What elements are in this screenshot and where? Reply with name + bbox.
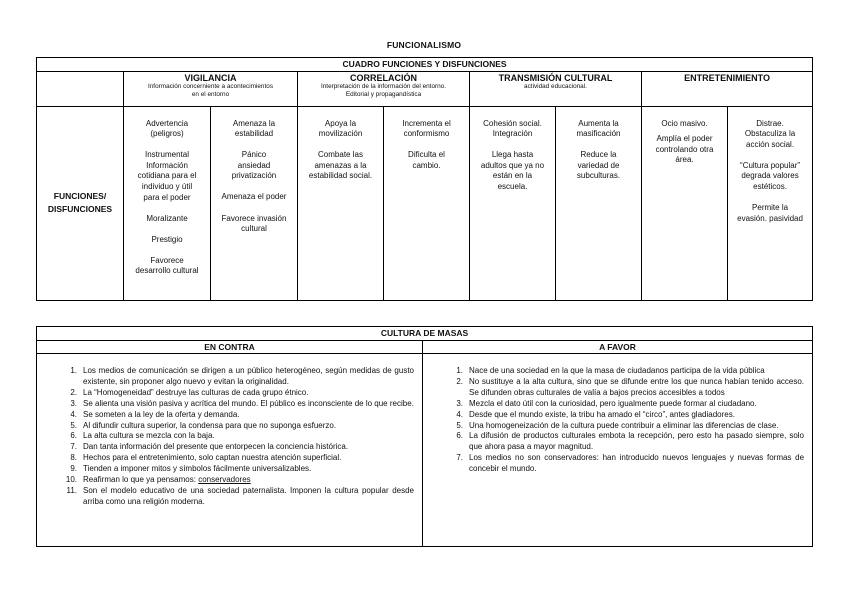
cell-line: subculturas. <box>576 171 621 181</box>
cell-line: adultos que ya no <box>480 160 545 170</box>
list-text: Dan tanta información del presente que entorpecen la conciencia histórica. <box>83 442 349 452</box>
list-item <box>37 475 414 486</box>
cell-line: Cohesión social. <box>483 118 542 128</box>
list-text: Tienden a imponer mitos y símbolos fácilmente universalizables. <box>83 464 312 474</box>
cell-line: escuela. <box>497 181 528 191</box>
cell-line: Apoya la <box>324 118 357 128</box>
cell-line: Pánico <box>241 150 267 160</box>
cell-line: Incrementa el <box>402 118 451 128</box>
cell-vigilancia-funcion <box>124 106 211 300</box>
list-text: La “Homogeneidad” destruye las culturas de cada grupo étnico. <box>83 387 309 397</box>
list-text: Se alienta una visión pasiva y acrítica del mundo. El público es inconsciente de lo que recibe. <box>83 398 414 408</box>
line-gap <box>213 140 295 151</box>
cell-line: estéticos. <box>753 181 787 191</box>
line-gap <box>730 150 810 161</box>
cell-line: evasión. pasividad <box>737 213 803 223</box>
list-item <box>37 486 414 508</box>
a-favor-list <box>423 366 804 475</box>
list-item <box>37 421 414 432</box>
cell-line: masificación <box>576 129 621 139</box>
cell-line: cambio. <box>412 160 441 170</box>
list-number: 3. <box>70 398 77 408</box>
list-text: Los medios de comunicación se dirigen a un público heterogéneo, según medidas de gusto existente, sin proponer algo nuevo y evitan la originalidad. <box>83 366 414 386</box>
category-entretenimiento <box>642 71 813 106</box>
list-number: 6. <box>456 431 463 441</box>
line-gap <box>472 140 553 151</box>
row-label-funciones <box>37 106 124 300</box>
cell-line: (peligros) <box>150 129 184 139</box>
list-number: 7. <box>70 442 77 452</box>
en-contra-header: EN CONTRA <box>37 340 423 354</box>
cell-line: cotidiana para el <box>137 171 197 181</box>
category-name: ENTRETENIMIENTO <box>684 72 770 83</box>
cell-line: Amenaza el poder <box>221 192 287 202</box>
mass-culture-title: CULTURA DE MASAS <box>37 327 813 341</box>
en-contra-list <box>37 366 414 508</box>
cell-line: desarrollo cultural <box>135 266 199 276</box>
line-gap <box>213 182 295 193</box>
line-gap <box>126 224 208 235</box>
cell-line: controlando otra <box>655 144 714 154</box>
list-item <box>37 464 414 475</box>
list-item <box>423 431 804 453</box>
list-item <box>423 399 804 410</box>
list-text: Hechos para el entretenimiento, solo captan nuestra atención superficial. <box>83 453 342 463</box>
cell-line: Llega hasta <box>491 150 534 160</box>
cell-correlacion-funcion <box>298 106 384 300</box>
list-item <box>37 453 414 464</box>
list-number: 5. <box>456 420 463 430</box>
list-item <box>37 442 414 453</box>
cell-line: degrada valores <box>741 171 799 181</box>
cell-line: “Cultura popular” <box>740 160 801 170</box>
category-desc: Información concerniente a acontecimientos <box>147 82 274 90</box>
category-correlacion <box>298 71 470 106</box>
category-desc: Interpretación de la información del entorno. <box>320 82 447 90</box>
list-text: Los medios no son conservadores: han introducido nuevos lenguajes y nuevas formas de concebir el mundo. <box>469 453 805 474</box>
list-text: La alta cultura se mezcla con la baja. <box>83 431 215 441</box>
cell-line: están en la <box>492 171 533 181</box>
list-number: 1. <box>70 366 77 375</box>
list-number: 2. <box>456 376 463 386</box>
list-text: Reafirman lo que ya pensamos: <box>83 475 196 485</box>
list-item <box>37 366 414 388</box>
line-gap <box>730 193 810 204</box>
category-desc: Editorial y propagandística <box>345 90 422 98</box>
cell-transmision-funcion <box>470 106 556 300</box>
category-name: CORRELACIÓN <box>350 72 417 83</box>
cell-line: área. <box>675 155 694 165</box>
cell-line: acción social. <box>746 139 795 149</box>
line-gap <box>126 203 208 214</box>
list-number: 7. <box>456 453 463 463</box>
mass-culture-table <box>36 326 813 547</box>
cell-line: estabilidad social. <box>308 171 373 181</box>
list-item <box>423 421 804 432</box>
cell-line: Permite la <box>752 203 789 213</box>
list-item <box>423 377 804 399</box>
list-number: 8. <box>70 453 77 463</box>
list-text: Se someten a la ley de la oferta y demanda. <box>83 409 240 419</box>
cell-line: Dificulta el <box>408 150 445 160</box>
row-label-line: DISFUNCIONES <box>47 204 113 214</box>
cell-line: privatización <box>231 171 277 181</box>
cell-vigilancia-disfuncion <box>211 106 298 300</box>
cell-line: Amenaza la <box>232 118 276 128</box>
list-text: Son el modelo educativo de una sociedad paternalista. Imponen la cultura popular desde arriba como una religión moderna. <box>83 485 414 506</box>
category-name: VIGILANCIA <box>184 72 237 83</box>
list-number: 9. <box>70 464 77 474</box>
cell-line: Reduce la <box>580 150 617 160</box>
empty-corner-cell <box>37 71 124 106</box>
line-gap <box>126 140 208 151</box>
line-gap <box>558 140 639 151</box>
list-number: 4. <box>70 409 77 419</box>
list-number: 1. <box>456 366 463 375</box>
cell-entretenimiento-disfuncion <box>728 106 813 300</box>
list-item <box>37 388 414 399</box>
cell-line: Distrae. <box>756 118 784 128</box>
cell-line: Instrumental <box>144 150 190 160</box>
en-contra-cell <box>37 354 423 547</box>
cell-line: Combate las <box>318 150 363 160</box>
cell-line: Favorece invasión <box>221 213 287 223</box>
list-number: 10. <box>65 475 77 485</box>
cell-line: Integración <box>492 129 533 139</box>
cell-line: Ocio masivo. <box>661 118 708 128</box>
cell-line: cultural <box>241 224 267 234</box>
list-number: 3. <box>456 398 463 408</box>
list-item <box>37 431 414 442</box>
category-name: TRANSMISIÓN CULTURAL <box>498 72 613 83</box>
functions-table-title: CUADRO FUNCIONES Y DISFUNCIONES <box>37 58 813 72</box>
list-item <box>423 453 804 475</box>
list-item <box>37 410 414 421</box>
cell-line: Amplía el poder <box>656 134 713 144</box>
a-favor-header: A FAVOR <box>423 340 813 354</box>
list-number: 11. <box>66 485 77 495</box>
functions-table <box>36 57 813 301</box>
cell-line: estabilidad <box>234 129 274 139</box>
list-text: Desde que el mundo existe, la tribu ha amado el “circo”, antes gladiadores. <box>469 409 735 419</box>
list-number: 4. <box>456 409 463 419</box>
category-desc: actividad educacional. <box>524 82 587 90</box>
list-text: La difusión de productos culturales embota la recepción, pero esto ha pasado siempre, solo que ahora pasa a mayor magnitud. <box>469 431 805 452</box>
list-text: Nace de una sociedad en la que la masa de ciudadanos participa de la vida pública <box>469 366 765 375</box>
list-text: Al difundir cultura superior, la condensa para que no suponga esfuerzo. <box>83 420 337 430</box>
line-gap <box>213 203 295 214</box>
cell-line: Moralizante <box>146 213 188 223</box>
list-number: 2. <box>70 387 77 397</box>
line-gap <box>300 140 381 151</box>
category-vigilancia <box>124 71 298 106</box>
list-item <box>37 399 414 410</box>
list-number: 5. <box>70 420 77 430</box>
list-item <box>423 410 804 421</box>
page-title: FUNCIONALISMO <box>386 40 462 50</box>
cell-line: Favorece <box>150 255 184 265</box>
a-favor-cell <box>423 354 813 547</box>
list-number: 6. <box>70 431 77 441</box>
underlined-word: conservadores <box>198 475 251 485</box>
category-transmision-cultural <box>470 71 642 106</box>
cell-line: Información <box>146 160 188 170</box>
cell-line: Obstaculiza la <box>744 129 796 139</box>
line-gap <box>386 140 467 151</box>
cell-correlacion-disfuncion <box>384 106 470 300</box>
cell-line: amenazas a la <box>314 160 367 170</box>
line-gap <box>126 245 208 256</box>
category-desc: en el entorno <box>191 90 230 98</box>
cell-line: individuo y útil <box>141 181 193 191</box>
list-item <box>423 366 804 377</box>
list-text: No sustituye a la alta cultura, sino que se difunde entre los que nunca habían tenido acceso. Se difunden obras culturales de valía a bajos precios accesibles a todos <box>469 376 805 397</box>
cell-line: conformismo <box>403 129 450 139</box>
cell-line: para el poder <box>143 192 191 202</box>
cell-line: Prestigio <box>151 234 183 244</box>
cell-line: variedad de <box>577 160 620 170</box>
cell-entretenimiento-funcion <box>642 106 728 300</box>
cell-line: ansiedad <box>237 160 271 170</box>
list-text: Mezcla el dato útil con la curiosidad, pero igualmente puede formar al ciudadano. <box>469 398 757 408</box>
cell-line: Aumenta la <box>578 118 619 128</box>
row-label-line: FUNCIONES/ <box>53 191 107 201</box>
cell-line: movilización <box>318 129 363 139</box>
cell-transmision-disfuncion <box>556 106 642 300</box>
list-text: Una homogeneización de la cultura puede contribuir a eliminar las diferencias de clase. <box>469 420 779 430</box>
cell-line: Advertencia <box>145 118 189 128</box>
